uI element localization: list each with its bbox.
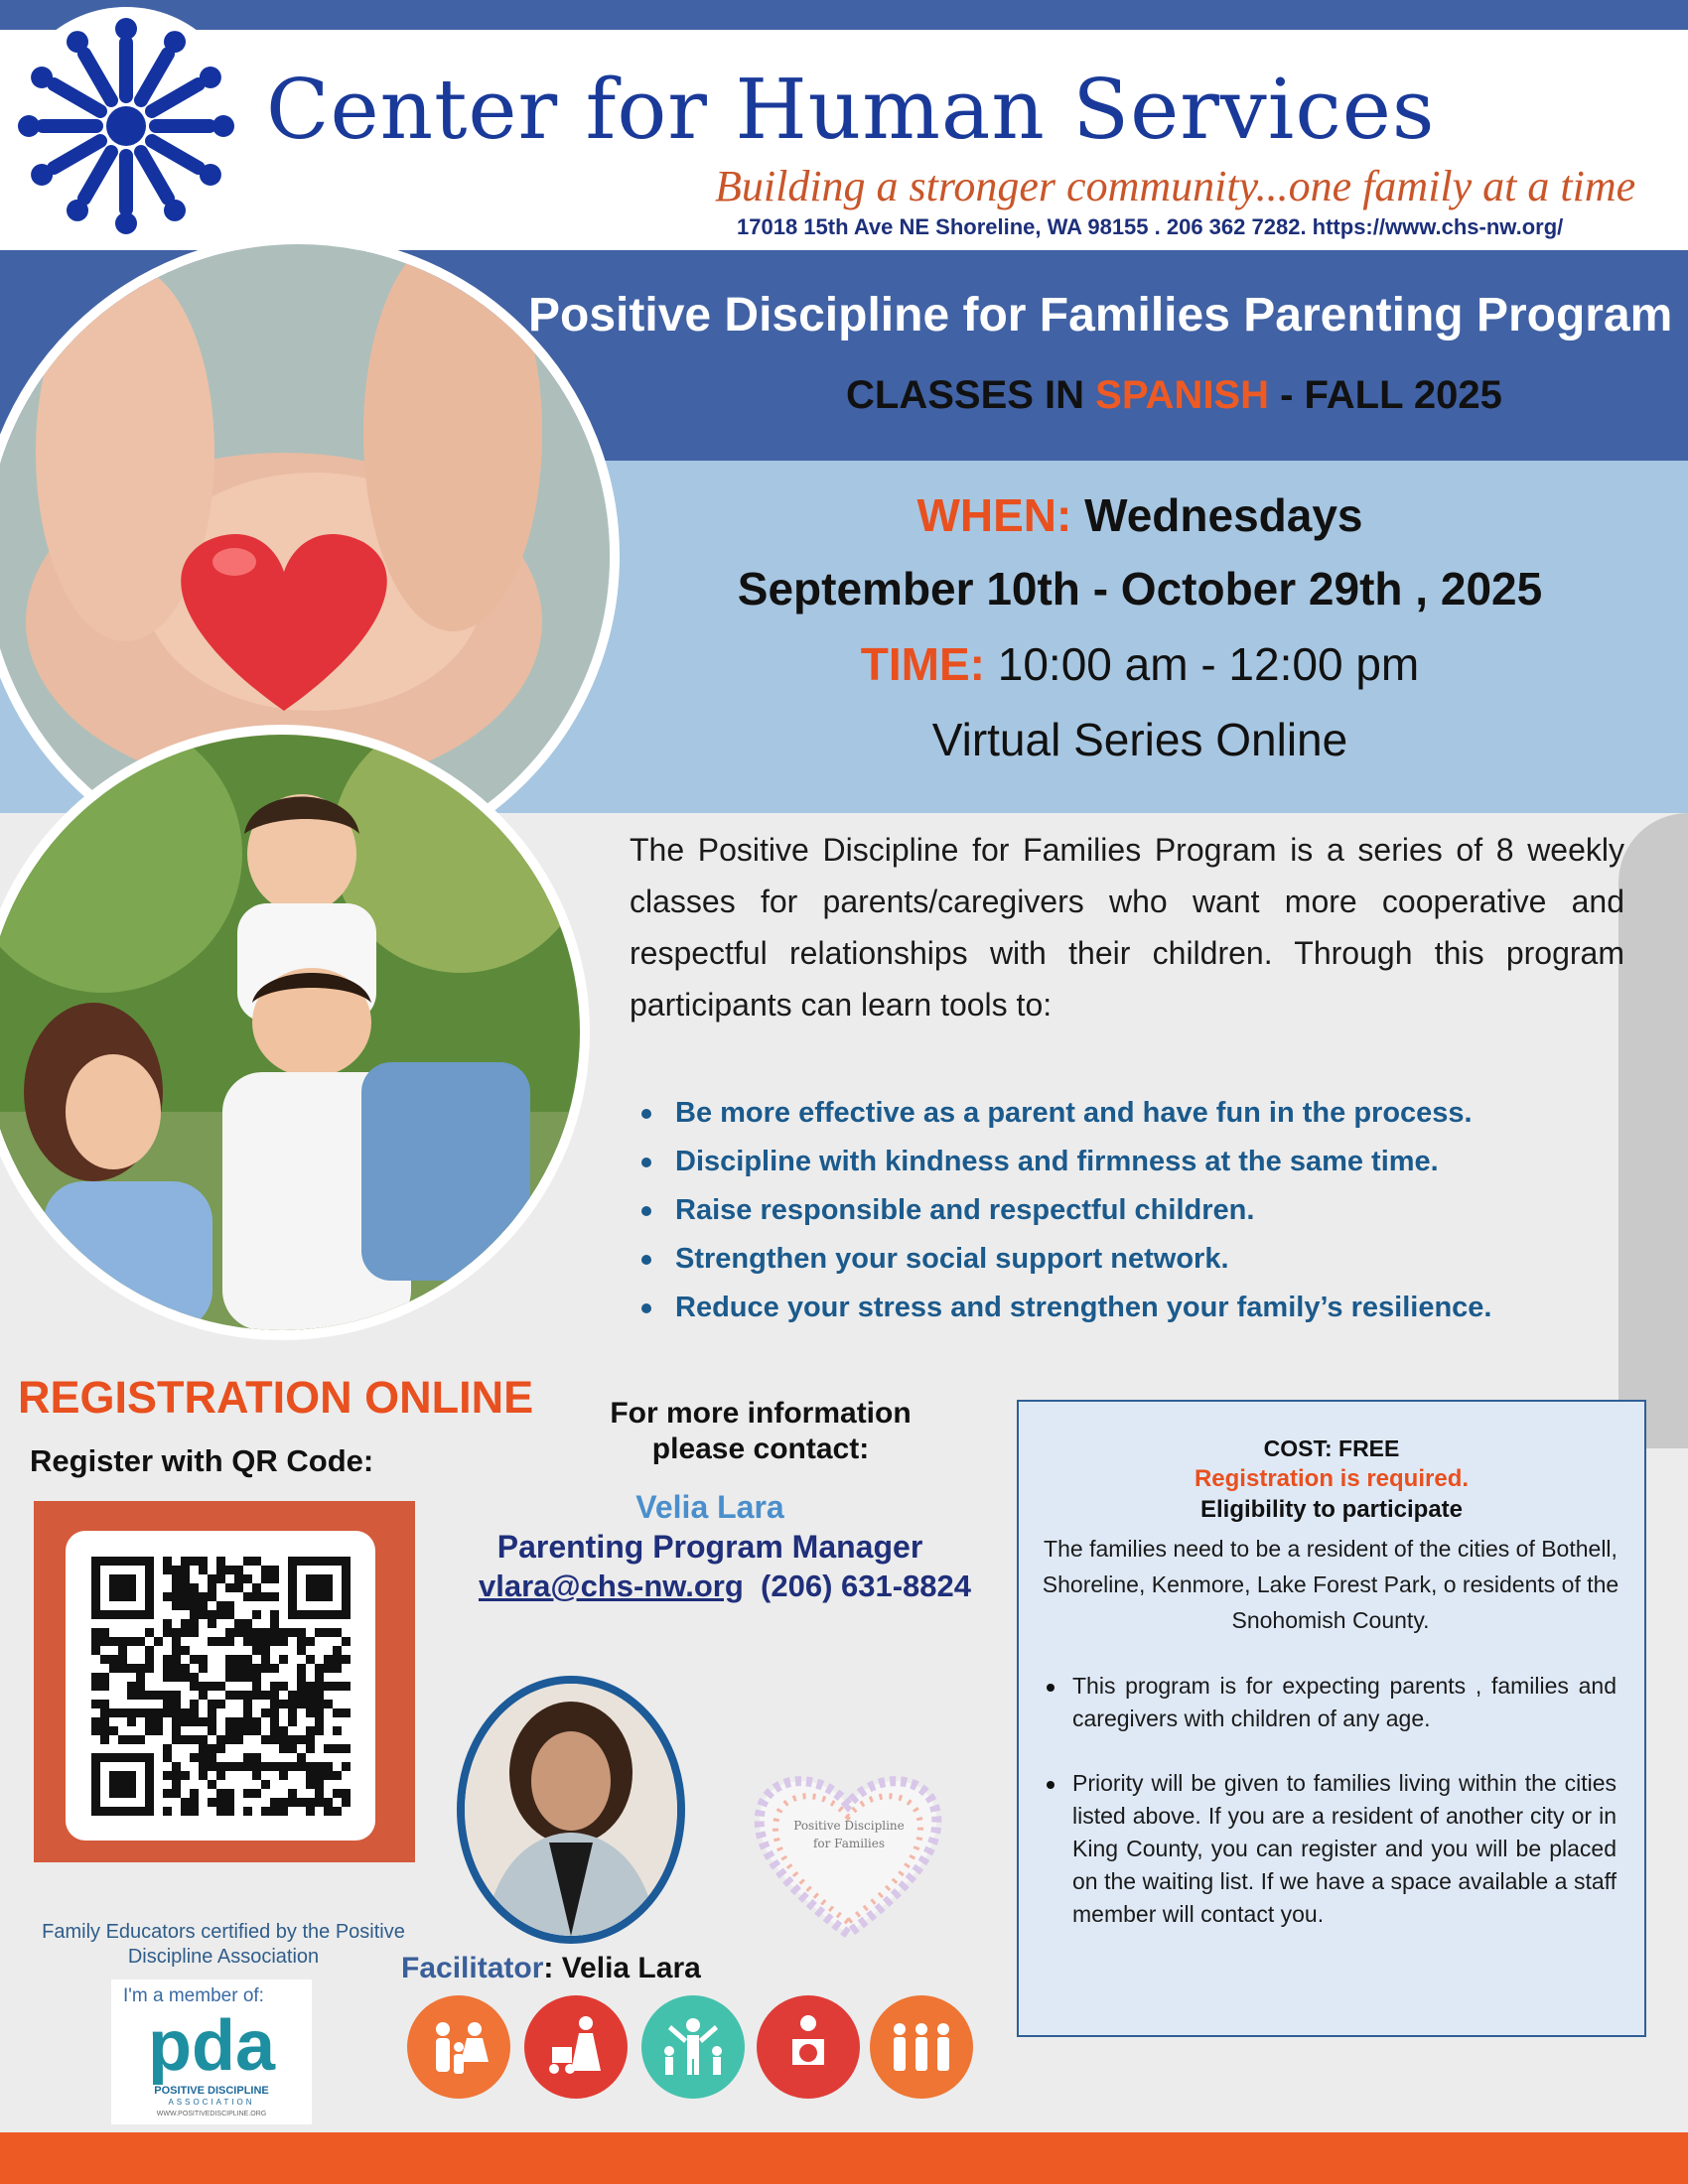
classes-prefix: CLASSES IN [846, 373, 1096, 417]
eligibility-text: The families need to be a resident of the cities of Bothell, Shoreline, Kenmore, Lake Forest Park, o residents of the Snohomish County. [1042, 1536, 1619, 1633]
classes-language: SPANISH [1095, 373, 1269, 417]
dates-row: September 10th - October 29th , 2025 [737, 563, 1543, 614]
facilitator-key: Facilitator [401, 1952, 544, 1984]
contact-name: Velia Lara [635, 1489, 784, 1525]
heart-logo-text: for Families [812, 1837, 886, 1850]
facilitator-photo [457, 1676, 685, 1944]
family-icon [407, 1995, 510, 2099]
format-row: Virtual Series Online [931, 714, 1348, 765]
parent-stroller-icon [524, 1995, 628, 2099]
benefit-item: Reduce your stress and strengthen your family’s resilience. [641, 1284, 1634, 1332]
time-value: 10:00 am - 12:00 pm [984, 638, 1420, 690]
facilitator-label [401, 1952, 701, 1985]
children-play-icon [641, 1995, 745, 2099]
pda-logo-letters: pda [147, 2006, 275, 2086]
contact-email-link[interactable]: vlara@chs-nw.org [478, 1569, 744, 1603]
benefit-item: Strengthen your social support network. [641, 1235, 1634, 1284]
qr-code[interactable] [66, 1531, 375, 1841]
contact-phone: (206) 631-8824 [761, 1569, 972, 1603]
classes-suffix: - FALL 2025 [1269, 373, 1502, 417]
when-row [596, 488, 1684, 542]
registration-title: REGISTRATION ONLINE [18, 1372, 534, 1423]
contact-role: Parenting Program Manager [496, 1529, 923, 1565]
qr-label: Register with QR Code: [30, 1443, 374, 1478]
benefit-item: Be more effective as a parent and have fun in the process. [641, 1089, 1634, 1138]
pda-org-name-2: ASSOCIATION [168, 2098, 255, 2107]
positive-discipline-heart-logo [751, 1765, 945, 1944]
benefit-item: Discipline with kindness and firmness at the same time. [641, 1138, 1634, 1186]
facilitator-name: : Velia Lara [543, 1952, 701, 1984]
family-photo [0, 725, 590, 1340]
contact-address: 17018 15th Ave NE Shoreline, WA 98155 . 206 362 7282. https://www.chs-nw.org/ [737, 214, 1564, 239]
program-title: Positive Discipline for Families Parenting Program [528, 289, 1673, 341]
pda-url: WWW.POSITIVEDISCIPLINE.ORG [156, 2111, 267, 2117]
pda-member-text: I'm a member of: [123, 1985, 264, 2006]
contact-line [427, 1569, 1023, 1604]
pda-org-name: POSITIVE DISCIPLINE [154, 2085, 269, 2097]
eligibility-bullet: Priority will be given to families living within the cities listed above. If you are a resident of another city or in King County, you can register and you will be placed on the waiting list. If we have a space available a staff member will contact you. [1043, 1767, 1617, 1931]
org-name: Center for Human Services [266, 62, 1436, 158]
benefits-list [641, 1089, 1634, 1332]
group-family-icon [870, 1995, 973, 2099]
bottom-bar [0, 2132, 1688, 2184]
eligibility-title: Eligibility to participate [1199, 1496, 1464, 1523]
benefit-item: Raise responsible and respectful children. [641, 1186, 1634, 1235]
time-label: TIME: [860, 638, 985, 690]
time-row [596, 637, 1684, 691]
heart-logo-text: Positive Discipline [793, 1819, 905, 1833]
org-logo-icon [4, 4, 248, 248]
when-value: Wednesdays [1071, 489, 1363, 541]
tagline: Building a stronger community...one family at a time [715, 162, 1636, 210]
top-bar [0, 0, 1688, 30]
program-description: The Positive Discipline for Families Program is a series of 8 weekly classes for parents/caregivers who want more cooperative and respectful relationships with their children. Through this program participants can learn tools to: [630, 832, 1624, 1023]
pregnancy-icon [757, 1995, 860, 2099]
eligibility-bullets [1043, 1670, 1617, 1931]
registration-required: Registration is required. [1194, 1465, 1470, 1492]
certification-text: Family Educators certified by the Positive Discipline Association [42, 1921, 405, 1968]
when-label: WHEN: [916, 489, 1072, 541]
contact-heading: For more information please contact: [610, 1397, 912, 1465]
cost-label: COST: FREE [1263, 1435, 1400, 1461]
eligibility-bullet: This program is for expecting parents , families and caregivers with children of any age. [1043, 1670, 1617, 1735]
classes-line [846, 373, 1502, 418]
